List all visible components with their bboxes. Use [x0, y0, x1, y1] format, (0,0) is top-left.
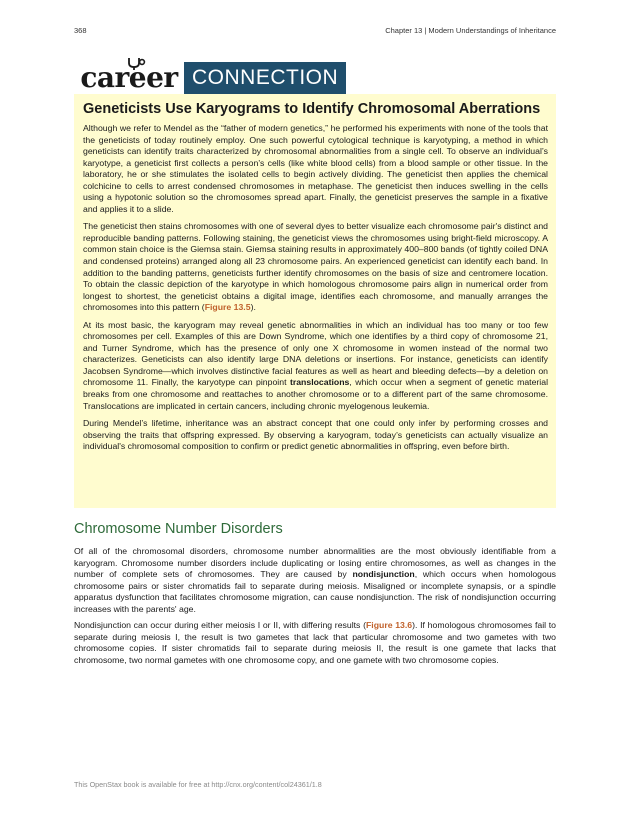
banner-career-block [74, 62, 184, 94]
career-connection-banner [74, 62, 346, 94]
section-p2-text-end: ). If homologous chromosomes fail to separate during meiosis I, the result is two gametes that lack that particular chromosome and two gametes with two chromosome copies. If sister chromatids fail to separate during meiosis II, the result is one gamete that lacks that chromosome, two normal gametes with one chromosome copy, and one gamete with two chromosome copies. [74, 620, 556, 665]
section-paragraph-1 [74, 546, 556, 615]
feature-p2-text-end: ). [250, 302, 256, 313]
section-p1-text-end: , which occurs when homologous chromosome pairs or sister chromatids fail to separate during meiosis. Misaligned or incomplete synapsis, or a spindle apparatus dysfunction that facilitates chromosome migration, can cause nondisjunction. The risk of nondisjunction occurring increases with the parents' age. [74, 569, 557, 614]
feature-p3-text-end: , which occur when a segment of genetic material breaks from one chromosome and reattaches to another chromosome or to a different part of the same chromosome. Translocations are implicated in certain cancers, including chronic myelogenous leukemia. [83, 377, 548, 411]
banner-connection-text: CONNECTION [184, 62, 346, 94]
section-paragraph-2 [74, 620, 556, 666]
feature-paragraph-3 [83, 320, 548, 412]
main-body [74, 521, 556, 671]
figure-13-6-link[interactable]: Figure 13.6 [365, 620, 413, 631]
feature-title: Geneticists Use Karyograms to Identify Chromosomal Aberrations [83, 101, 541, 117]
career-feature-box [74, 94, 556, 508]
feature-paragraph-1: Although we refer to Mendel as the “father of modern genetics,” he performed his experiments with none of the tools that the geneticists of today routinely employ. One such powerful cytological technique is karyotyping, a method in which geneticists can identify traits characterized by chromosomal abnormalities from a single cell. To observe an individual’s karyotype, a geneticist first collects a person’s cells (like white blood cells) from a blood sample or other tissue. In the laboratory, he or she stimulates the isolated cells to begin actively dividing. The geneticist then applies the chemical colchicine to cells to arrest condensed chromosomes in metaphase. The geneticist then induces swelling in the cells using a hypotonic solution so the chromosomes spread apart. Finally, the geneticist preserves the sample in a fixative and applies it to a slide. [83, 123, 548, 214]
nondisjunction-term: nondisjunction [352, 569, 415, 580]
translocations-term: translocations [289, 377, 350, 388]
footer-note: This OpenStax book is available for free at http://cnx.org/content/col24361/1.8 [74, 780, 322, 789]
feature-p2-text: The geneticist then stains chromosomes with one of several dyes to better visualize each chromosome pair's distinct and reproducible banding patterns. Following staining, the geneticist views the chromosomes using bright-field microscopy. A common stain choice is the Giemsa stain. Giemsa staining results in approximately 400–800 bands (of tightly coiled DNA and condensed proteins) arranged along all 23 chromosome pairs. An experienced geneticist can identify each band. In addition to the banding patterns, geneticists further identify chromosomes on the basis of size and centromere location. To obtain the classic depiction of the karyotype in which homologous chromosome pairs align in numerical order from longest to shortest, the geneticist obtains a digital image, identifies each chromosome, and manually arranges the chromosomes into this pattern ( [83, 221, 548, 313]
section-heading: Chromosome Number Disorders [74, 521, 283, 537]
feature-paragraph-2 [83, 221, 548, 313]
stethoscope-icon [126, 56, 146, 72]
chapter-header: Chapter 13 | Modern Understandings of Inheritance [385, 26, 556, 35]
feature-paragraph-4: During Mendel’s lifetime, inheritance was an abstract concept that one could only infer by performing crosses and observing the traits that offspring expressed. By observing a karyogram, today’s geneticists can actually visualize an individual's chromosomal composition to confirm or predict genetic abnormalities in offspring, even before birth. [83, 418, 548, 452]
feature-p3-text: At its most basic, the karyogram may reveal genetic abnormalities in which an individual has too many or too few chromosomes per cell. Examples of this are Down Syndrome, which one identifies by a third copy of chromosome 21, and Turner Syndrome, which has the presence of only one X chromosome in women instead of the normal two characterizes. Geneticists can also identify large DNA deletions or insertions. For instance, geneticists can identify Jacobsen Syndrome—which involves distinctive facial features as well as heart and bleeding defects—by a deletion on chromosome 11. Finally, the karyotype can pinpoint [83, 319, 548, 388]
section-p2-text: Nondisjunction can occur during either meiosis I or II, with differing results ( [74, 620, 366, 631]
page-number: 368 [74, 26, 87, 35]
figure-13-5-link[interactable]: Figure 13.5 [204, 302, 251, 313]
banner-career-text: career [80, 61, 178, 94]
section-p1-text: Of all of the chromosomal disorders, chromosome number abnormalities are the most obviously identifiable from a karyogram. Chromosome number disorders include duplicating or losing entire chromosomes, as well as changes in the number of complete sets of chromosomes. They are caused by [74, 546, 556, 580]
